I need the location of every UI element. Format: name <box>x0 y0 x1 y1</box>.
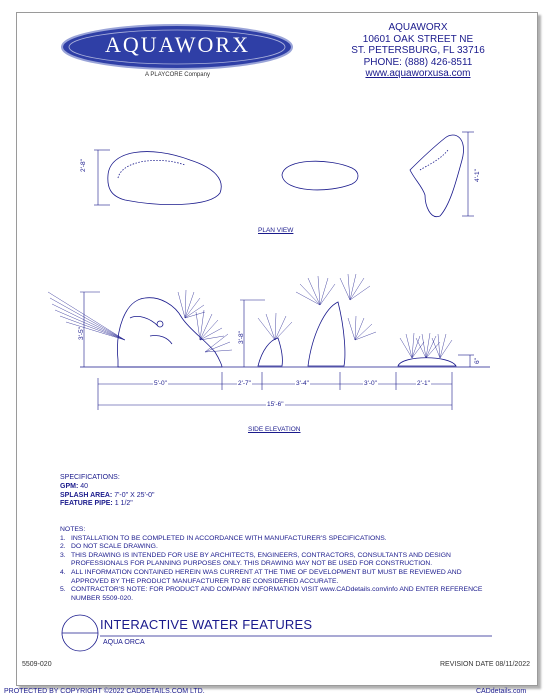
segment-dim-5: 2'-1" <box>417 380 430 387</box>
splash-area-value: 7'-0" X 25'-0" <box>114 491 155 499</box>
caddetails-link[interactable]: CADdetails.com <box>476 688 527 695</box>
height-left-label: 3'-5" <box>78 327 85 340</box>
drawing-subtitle: AQUA ORCA <box>103 639 145 646</box>
segment-dim-3: 3'-4" <box>296 380 309 387</box>
specifications <box>60 474 155 509</box>
plan-dim-right <box>462 132 474 216</box>
plan-shape-mid <box>282 161 358 190</box>
note-item: 3. THIS DRAWING IS INTENDED FOR USE BY ARCHITECTS, ENGINEERS, CONTRACTORS, CONSULTANTS AND DESIGN PROFESSIONALS FOR PLANNING PURPOSES ONLY. THIS DRAWING MAY NOT BE USED FOR CONSTRUCTION. <box>60 551 451 568</box>
orca-head <box>117 298 222 367</box>
segment-dim-1: 5'-0" <box>154 380 167 387</box>
plan-dim-left-label: 2'-8" <box>80 159 87 172</box>
specs-heading: SPECIFICATIONS: <box>60 474 120 481</box>
company-address: 10601 OAK STREET NE <box>362 33 474 45</box>
company-name: AQUAWORX <box>388 22 448 33</box>
logo-tagline: A PLAYCORE Company <box>145 72 210 78</box>
fan-spray-head <box>178 290 232 352</box>
plan-dim-right-label: 4'-1" <box>474 169 481 182</box>
aquaworx-logo <box>60 20 295 90</box>
plan-shape-right <box>410 135 464 217</box>
gpm-value: 40 <box>80 482 89 490</box>
height-mid-label: 3'-8" <box>238 331 245 344</box>
copyright-notice: PROTECTED BY COPYRIGHT ©2022 CADDETAILS.COM LTD. <box>4 688 205 695</box>
segment-dim-4: 3'-0" <box>364 380 377 387</box>
company-phone: PHONE: (888) 426-8511 <box>363 56 473 68</box>
note-item: 2. DO NOT SCALE DRAWING. <box>60 543 158 551</box>
side-elevation-label: SIDE ELEVATION <box>248 426 301 433</box>
notes <box>60 526 490 603</box>
plan-shape-left <box>108 152 221 205</box>
fin-middle <box>258 302 345 366</box>
drawing-title: INTERACTIVE WATER FEATURES <box>100 617 313 632</box>
feature-pipe-value: 1 1/2" <box>114 500 133 508</box>
orca-spray <box>48 292 125 340</box>
notes-heading: NOTES: <box>60 526 86 533</box>
revision-date: REVISION DATE 08/11/2022 <box>440 661 531 668</box>
company-city: ST. PETERSBURG, FL 33716 <box>351 45 485 56</box>
splash-area-label: SPLASH AREA: <box>60 491 113 499</box>
elevation-height-dims <box>80 292 474 367</box>
fan-spray-tail <box>400 333 452 358</box>
segment-dim-2: 2'-7" <box>238 380 251 387</box>
gpm-label: GPM: <box>60 482 79 490</box>
plan-view-label: PLAN VIEW <box>258 227 294 234</box>
company-info <box>318 22 518 80</box>
note-item: 1. INSTALLATION TO BE COMPLETED IN ACCORDANCE WITH MANUFACTURER'S SPECIFICATIONS. <box>60 534 387 542</box>
height-right-label: 6" <box>474 358 481 364</box>
logo-brand-text: AQUAWORX <box>104 32 250 57</box>
note-item: 5. CONTRACTOR'S NOTE: FOR PRODUCT AND COMPANY INFORMATION VISIT www.CADdetails.com/info AND ENTER REFERENCE NUMBER 5509-020. <box>60 586 483 602</box>
company-url-link[interactable]: www.aquaworxusa.com <box>365 68 471 79</box>
feature-pipe-label: FEATURE PIPE: <box>60 500 113 508</box>
total-dim: 15'-6" <box>267 401 284 408</box>
note-item: 4. ALL INFORMATION CONTAINED HEREIN WAS CURRENT AT THE TIME OF DEVELOPMENT BUT MUST BE REVIEWED AND APPROVED BY THE PRODUCT MANUFACTURER TO BE CONSIDERED ACCURATE. <box>60 568 462 585</box>
tail-jets <box>398 358 456 366</box>
drawing-code: 5509-020 <box>22 661 52 668</box>
